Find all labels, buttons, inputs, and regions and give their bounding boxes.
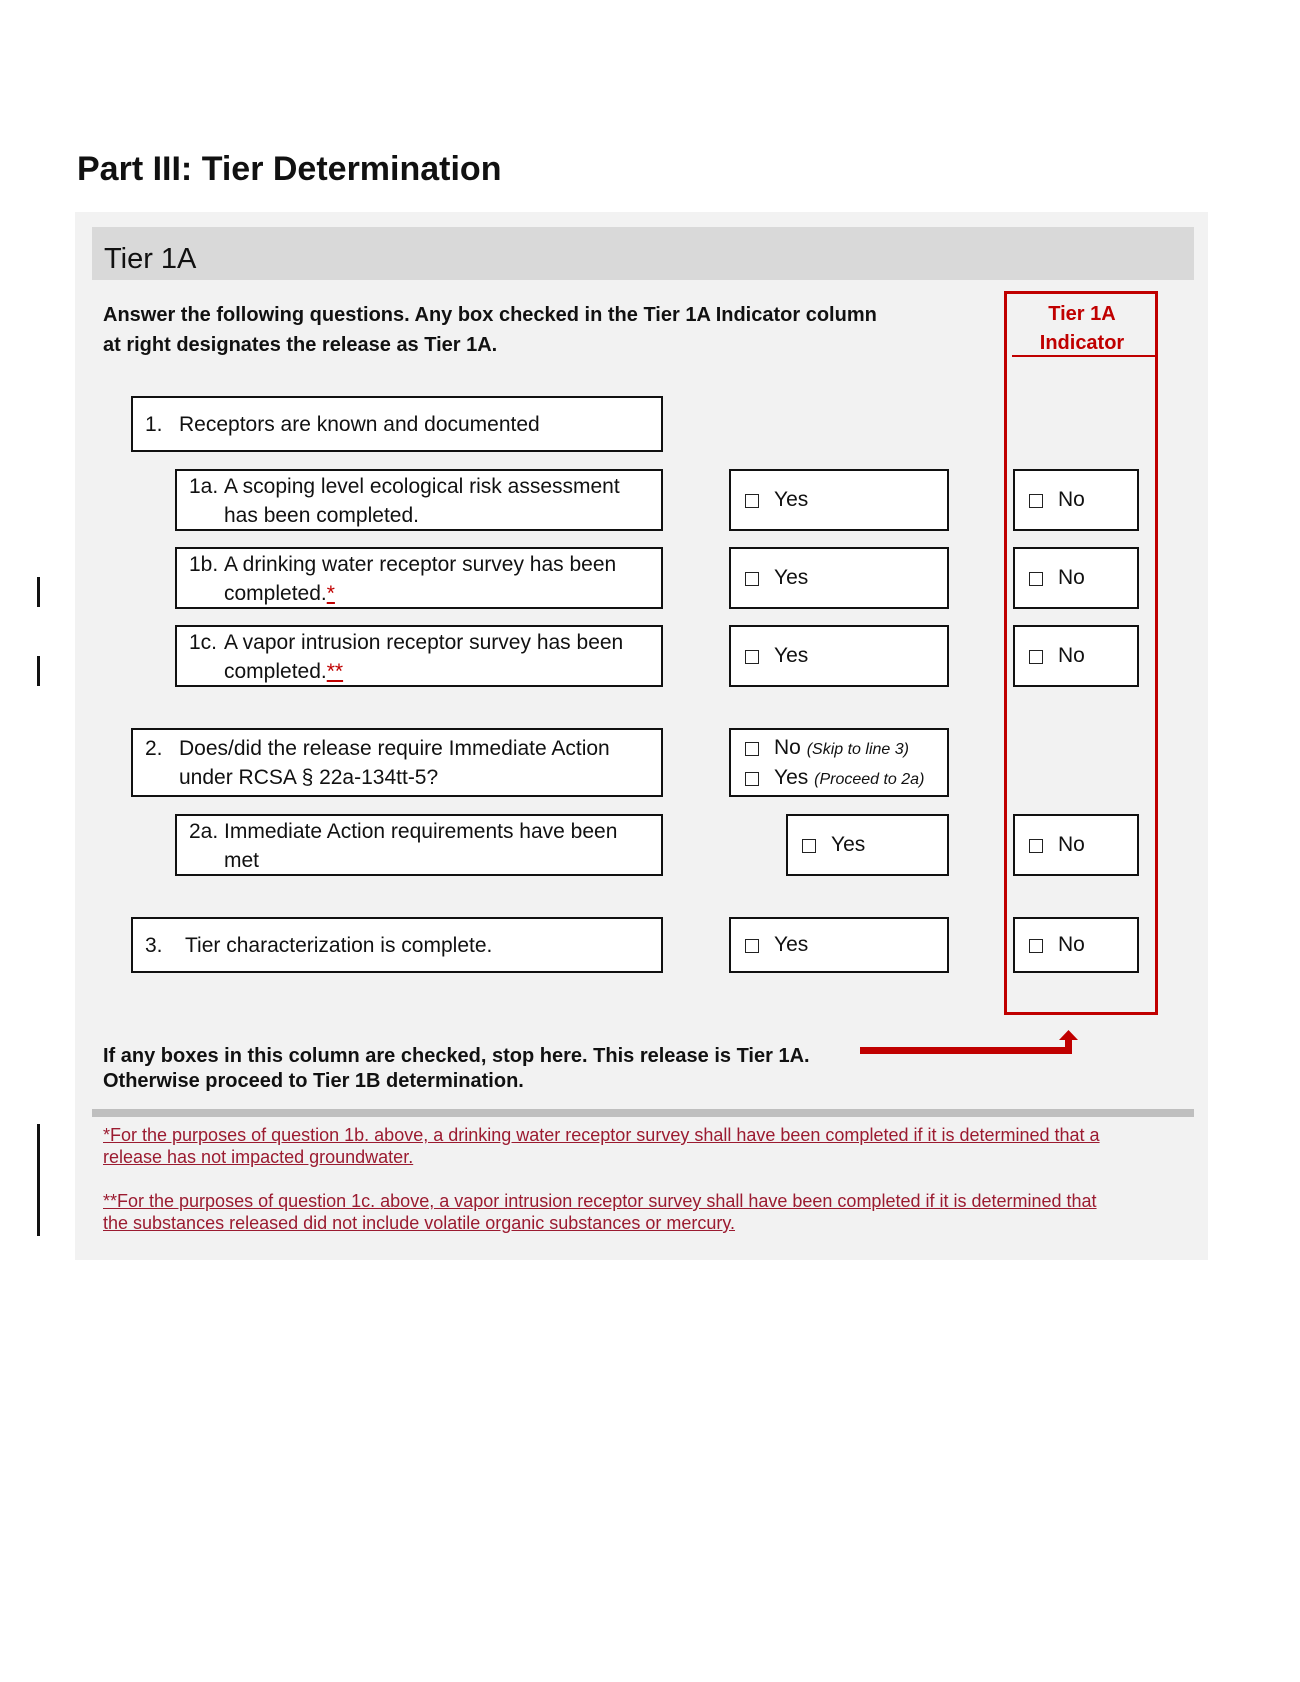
footnote-2-line-2: the substances released did not include volatile organic substances or mercury. bbox=[103, 1213, 736, 1233]
question-text-line-2: under RCSA § 22a-134tt-5? bbox=[179, 766, 439, 789]
answer-label: Yes bbox=[774, 488, 809, 511]
question-text-line-2: completed. bbox=[224, 660, 327, 683]
question-text-line-1: A drinking water receptor survey has been bbox=[224, 553, 617, 576]
checkbox-3-yes[interactable] bbox=[745, 939, 759, 953]
answer-1b-no-box[interactable] bbox=[1013, 547, 1139, 609]
checkbox-1c-yes[interactable] bbox=[745, 650, 759, 664]
stop-instruction-line-2: Otherwise proceed to Tier 1B determination. bbox=[103, 1070, 524, 1092]
checkbox-3-no[interactable] bbox=[1029, 939, 1043, 953]
checkbox-2-no[interactable] bbox=[745, 742, 759, 756]
checkbox-2a-yes[interactable] bbox=[802, 839, 816, 853]
indicator-heading-line-1: Tier 1A bbox=[1048, 303, 1116, 325]
answer-1c-no-box[interactable] bbox=[1013, 625, 1139, 687]
question-2a-box bbox=[175, 814, 663, 876]
footnote-1-line-2: release has not impacted groundwater. bbox=[103, 1147, 414, 1167]
question-text-line-2-wrap bbox=[224, 657, 343, 687]
question-text-line-1: A vapor intrusion receptor survey has been bbox=[224, 631, 624, 654]
checkbox-1b-no[interactable] bbox=[1029, 572, 1043, 586]
checkbox-1a-no[interactable] bbox=[1029, 494, 1043, 508]
question-text-line-1: A scoping level ecological risk assessment bbox=[224, 475, 620, 498]
checkbox-2a-no[interactable] bbox=[1029, 839, 1043, 853]
indicator-underline bbox=[1012, 355, 1157, 357]
question-1b-box bbox=[175, 547, 663, 609]
checkbox-1a-yes[interactable] bbox=[745, 494, 759, 508]
question-number: 2a. bbox=[189, 820, 219, 843]
checkbox-1b-yes[interactable] bbox=[745, 572, 759, 586]
answer-2a-yes-box[interactable] bbox=[786, 814, 949, 876]
answer-label: No bbox=[1058, 833, 1085, 856]
footnote-1-line-1: *For the purposes of question 1b. above, a drinking water receptor survey shall have been completed if it is determined that a bbox=[103, 1125, 1100, 1145]
answer-1b-yes-box[interactable] bbox=[729, 547, 949, 609]
change-bar-1c bbox=[37, 656, 40, 686]
answer-2-no-wrap bbox=[774, 736, 909, 760]
question-1a-box bbox=[175, 469, 663, 531]
answer-2-yes-wrap bbox=[774, 766, 924, 790]
section-title: Tier 1A bbox=[104, 243, 197, 275]
question-number: 3. bbox=[145, 934, 163, 957]
question-number: 1a. bbox=[189, 475, 219, 498]
question-text-line-1: Does/did the release require Immediate Action bbox=[179, 737, 610, 760]
instructions-line-2: at right designates the release as Tier 1A. bbox=[103, 334, 498, 356]
question-text-line-2: met bbox=[224, 849, 260, 872]
answer-note: (Skip to line 3) bbox=[806, 741, 909, 758]
question-text-line-2: completed. bbox=[224, 582, 327, 605]
question-1-box bbox=[131, 396, 663, 452]
answer-label: Yes bbox=[774, 566, 809, 589]
change-bar-1b bbox=[37, 577, 40, 607]
question-number: 1. bbox=[145, 413, 163, 436]
footnote-mark[interactable]: ** bbox=[326, 660, 344, 683]
answer-1c-yes-box[interactable] bbox=[729, 625, 949, 687]
indicator-heading-line-2: Indicator bbox=[1039, 332, 1125, 354]
change-bar-footnotes bbox=[37, 1124, 40, 1236]
answer-label: No bbox=[1058, 644, 1085, 667]
answer-2-box bbox=[729, 728, 949, 797]
question-3-box bbox=[131, 917, 663, 973]
question-text: Tier characterization is complete. bbox=[185, 934, 493, 957]
answer-note: (Proceed to 2a) bbox=[814, 771, 925, 788]
question-2-box bbox=[131, 728, 663, 797]
question-number: 1b. bbox=[189, 553, 219, 576]
answer-label: No bbox=[1058, 566, 1085, 589]
stop-instruction-line-1: If any boxes in this column are checked, stop here. This release is Tier 1A. bbox=[103, 1045, 810, 1067]
indicator-heading bbox=[1012, 300, 1152, 358]
page-title: Part III: Tier Determination bbox=[77, 150, 502, 188]
question-1c-box bbox=[175, 625, 663, 687]
answer-label: No bbox=[774, 736, 801, 759]
stop-instruction bbox=[103, 1044, 810, 1094]
answer-3-yes-box[interactable] bbox=[729, 917, 949, 973]
tier-header-bar bbox=[92, 227, 1194, 280]
answer-1a-yes-box[interactable] bbox=[729, 469, 949, 531]
arrow-to-indicator-icon bbox=[860, 1030, 1090, 1070]
footnote-2-line-1: **For the purposes of question 1c. above, a vapor intrusion receptor survey shall have been completed if it is determined that bbox=[103, 1191, 1097, 1211]
answer-label: Yes bbox=[831, 833, 866, 856]
question-text: Receptors are known and documented bbox=[179, 413, 540, 436]
answer-3-no-box[interactable] bbox=[1013, 917, 1139, 973]
answer-label: Yes bbox=[774, 933, 809, 956]
answer-label: No bbox=[1058, 933, 1085, 956]
question-text-line-1: Immediate Action requirements have been bbox=[224, 820, 618, 843]
footnote-mark[interactable]: * bbox=[326, 582, 335, 605]
answer-2a-no-box[interactable] bbox=[1013, 814, 1139, 876]
answer-1a-no-box[interactable] bbox=[1013, 469, 1139, 531]
instructions bbox=[103, 300, 953, 360]
checkbox-1c-no[interactable] bbox=[1029, 650, 1043, 664]
answer-label: No bbox=[1058, 488, 1085, 511]
answer-label: Yes bbox=[774, 644, 809, 667]
footnote-2 bbox=[103, 1190, 1188, 1234]
section-divider bbox=[92, 1109, 1194, 1117]
footnote-1 bbox=[103, 1124, 1188, 1168]
question-text-line-2-wrap bbox=[224, 579, 335, 609]
question-text-line-2: has been completed. bbox=[224, 504, 419, 527]
question-number: 1c. bbox=[189, 631, 218, 654]
answer-label: Yes bbox=[774, 766, 809, 789]
question-number: 2. bbox=[145, 737, 163, 760]
checkbox-2-yes[interactable] bbox=[745, 772, 759, 786]
instructions-line-1: Answer the following questions. Any box checked in the Tier 1A Indicator column bbox=[103, 304, 877, 326]
